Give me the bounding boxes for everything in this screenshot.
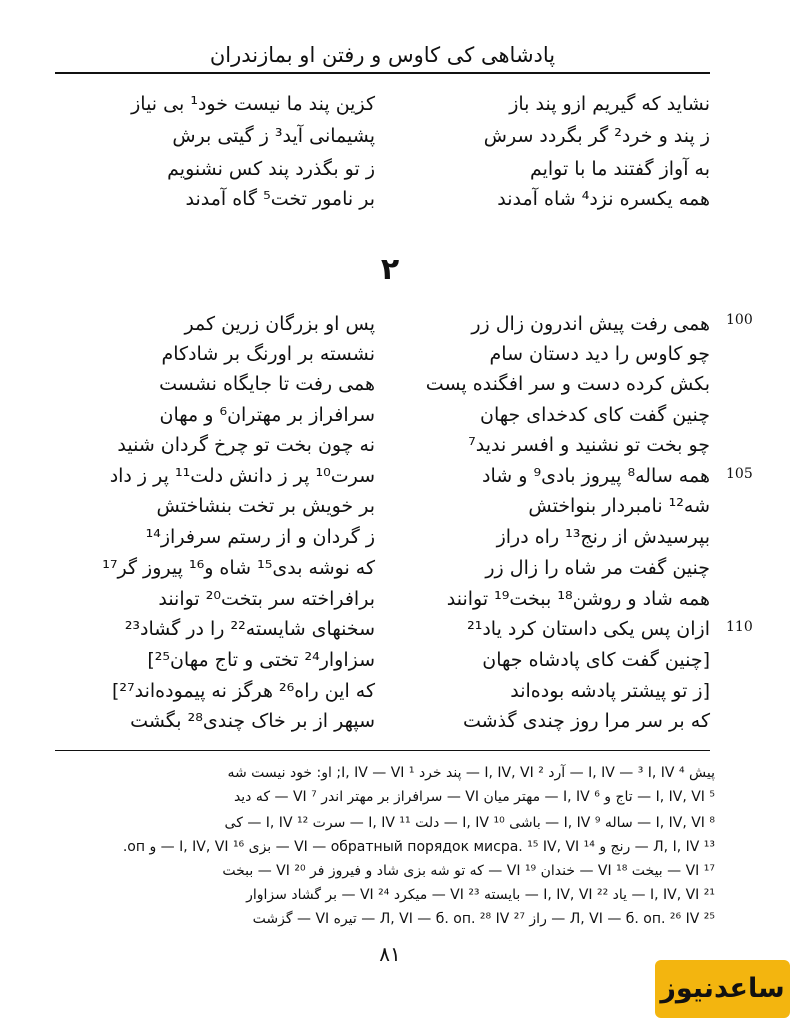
footnote-line: ⁸ I, IV, VI — ساله ⁹ I, IV — باشی ¹⁰ I, IV — دلت ¹¹ I, IV — سرت ¹² I, IV — کی xyxy=(224,815,715,831)
watermark-logo: ساعدنیوز xyxy=(655,960,790,1018)
verse-right: چو کاوس را دید دستان سام xyxy=(489,343,710,365)
verse-left: که نوشه بدی¹⁵ شاه و¹⁶ پیروز گر¹⁷ xyxy=(102,557,375,579)
verse-left: بر خویش بر تخت بنشاختش xyxy=(156,495,375,517)
verse-left: برافراخته سر بتخت²⁰ توانند xyxy=(158,588,375,610)
verse-left: پس او بزرگان زرین کمر xyxy=(184,313,375,335)
verse-right: همه ساله⁸ پیروز بادی⁹ و شاد xyxy=(482,465,710,487)
footnote-line: ¹³ Л, I, IV — رنج و ¹⁴ VI — обратный порядок мисра. ¹⁵ IV, VI — بزی ¹⁶ I, IV, VI — و оп. xyxy=(122,839,715,855)
verse-right: همه شاد و روشن¹⁸ ببخت¹⁹ توانند xyxy=(446,588,710,610)
line-number: 110 xyxy=(726,619,753,635)
verse-left: نشسته بر اورنگ بر شادکام xyxy=(161,343,375,365)
footnote-line: ²¹ I, IV, VI — یاد ²² I, IV, VI — بایسته ²³ VI — میکرد ²⁴ VI — بر گشاد سزاوار xyxy=(246,887,715,903)
verse-left: کزین پند ما نیست خود¹ بی نیاز xyxy=(131,93,375,115)
footnote-line: ⁵ I, IV, VI — تاج و ⁶ I, IV — مهتر میان VI — سرافراز بر مهتر اندر ⁷ VI — که دید xyxy=(233,789,715,805)
verse-left: سخنهای شایسته²² را در گشاد²³ xyxy=(124,618,375,640)
footnote-line: پیش ⁴ I, IV — ³ I, IV — آرد ² I, IV, VI — پند خرد ¹ I, IV — VI; او: خود نیست شه xyxy=(227,765,715,781)
verse-right: همه یکسره نزد⁴ شاه آمدند xyxy=(497,188,710,210)
verse-left: بر نامور تخت⁵ گاه آمدند xyxy=(185,188,375,210)
footnote-divider xyxy=(55,750,710,751)
verse-right: شه¹² نامبردار بنواختش xyxy=(528,495,710,517)
verse-left: سپهر از بر خاک چندی²⁸ بگشت xyxy=(130,710,375,732)
line-number: 100 xyxy=(726,312,753,328)
verse-left: سرت¹⁰ پر ز دانش دلت¹¹ پر ز داد xyxy=(109,465,375,487)
page-number: ٨١ xyxy=(379,942,401,966)
verse-left: ز تو بگذرد پند کس نشنویم xyxy=(167,158,375,180)
verse-right: به آواز گفتند ما با توایم xyxy=(529,158,710,180)
verse-left: که این راه²⁶ هرگز نه پیموده‌اند²⁷] xyxy=(111,680,375,702)
verse-right: بپرسیدش از رنج¹³ راه دراز xyxy=(496,526,710,548)
verse-right: که بر سر مرا روز چندی گذشت xyxy=(462,710,710,732)
verse-right: چو بخت تو نشنید و افسر ندید⁷ xyxy=(468,434,710,456)
verse-left: سزاوار²⁴ تختی و تاج مهان²⁵] xyxy=(147,649,375,671)
verse-right: همی رفت پیش اندرون زال زر xyxy=(471,313,710,335)
verse-right: [ز تو پیشتر پادشه بوده‌اند xyxy=(510,680,710,702)
footnote-line: ¹⁷ VI — بیخت ¹⁸ VI — خندان ¹⁹ VI — که تو شه بزی شاد و فیروز فر ²⁰ VI — ببخت xyxy=(222,863,715,879)
verse-left: سرافراز بر مهتران⁶ و مهان xyxy=(159,404,375,426)
verse-right: [چنین گفت کای پادشاه جهان xyxy=(482,649,710,671)
verse-right: بکش کرده دست و سر افگنده پست xyxy=(425,373,710,395)
verse-left: ز گردان و از رستم سرفراز¹⁴ xyxy=(145,526,375,548)
verse-right: ز پند و خرد² گر بگردد سرش xyxy=(483,125,710,147)
verse-right: ازان پس یکی داستان کرد یاد²¹ xyxy=(467,618,710,640)
line-number: 105 xyxy=(726,466,753,482)
verse-right: چنین گفت مر شاه را زال زر xyxy=(485,557,710,579)
section-number: ۲ xyxy=(380,252,400,287)
footnote-line: ²⁵ Л, VI — б. оп. ²⁶ IV — راز ²⁷ Л, VI — б. оп. ²⁸ IV — تیره VI — گزشت xyxy=(252,911,715,927)
verse-right: چنین گفت کای کدخدای جهان xyxy=(480,404,710,426)
verse-left: نه چون بخت تو چرخ گردان شنید xyxy=(117,434,375,456)
verse-left: پشیمانی آید³ ز گیتی برش xyxy=(172,125,375,147)
page-header-title: پادشاهی کی کاوس و رفتن او بمازندران xyxy=(209,43,556,67)
verse-left: همی رفت تا جایگاه نشست xyxy=(159,373,375,395)
verse-right: نشاید که گیریم ازو پند باز xyxy=(509,93,710,115)
